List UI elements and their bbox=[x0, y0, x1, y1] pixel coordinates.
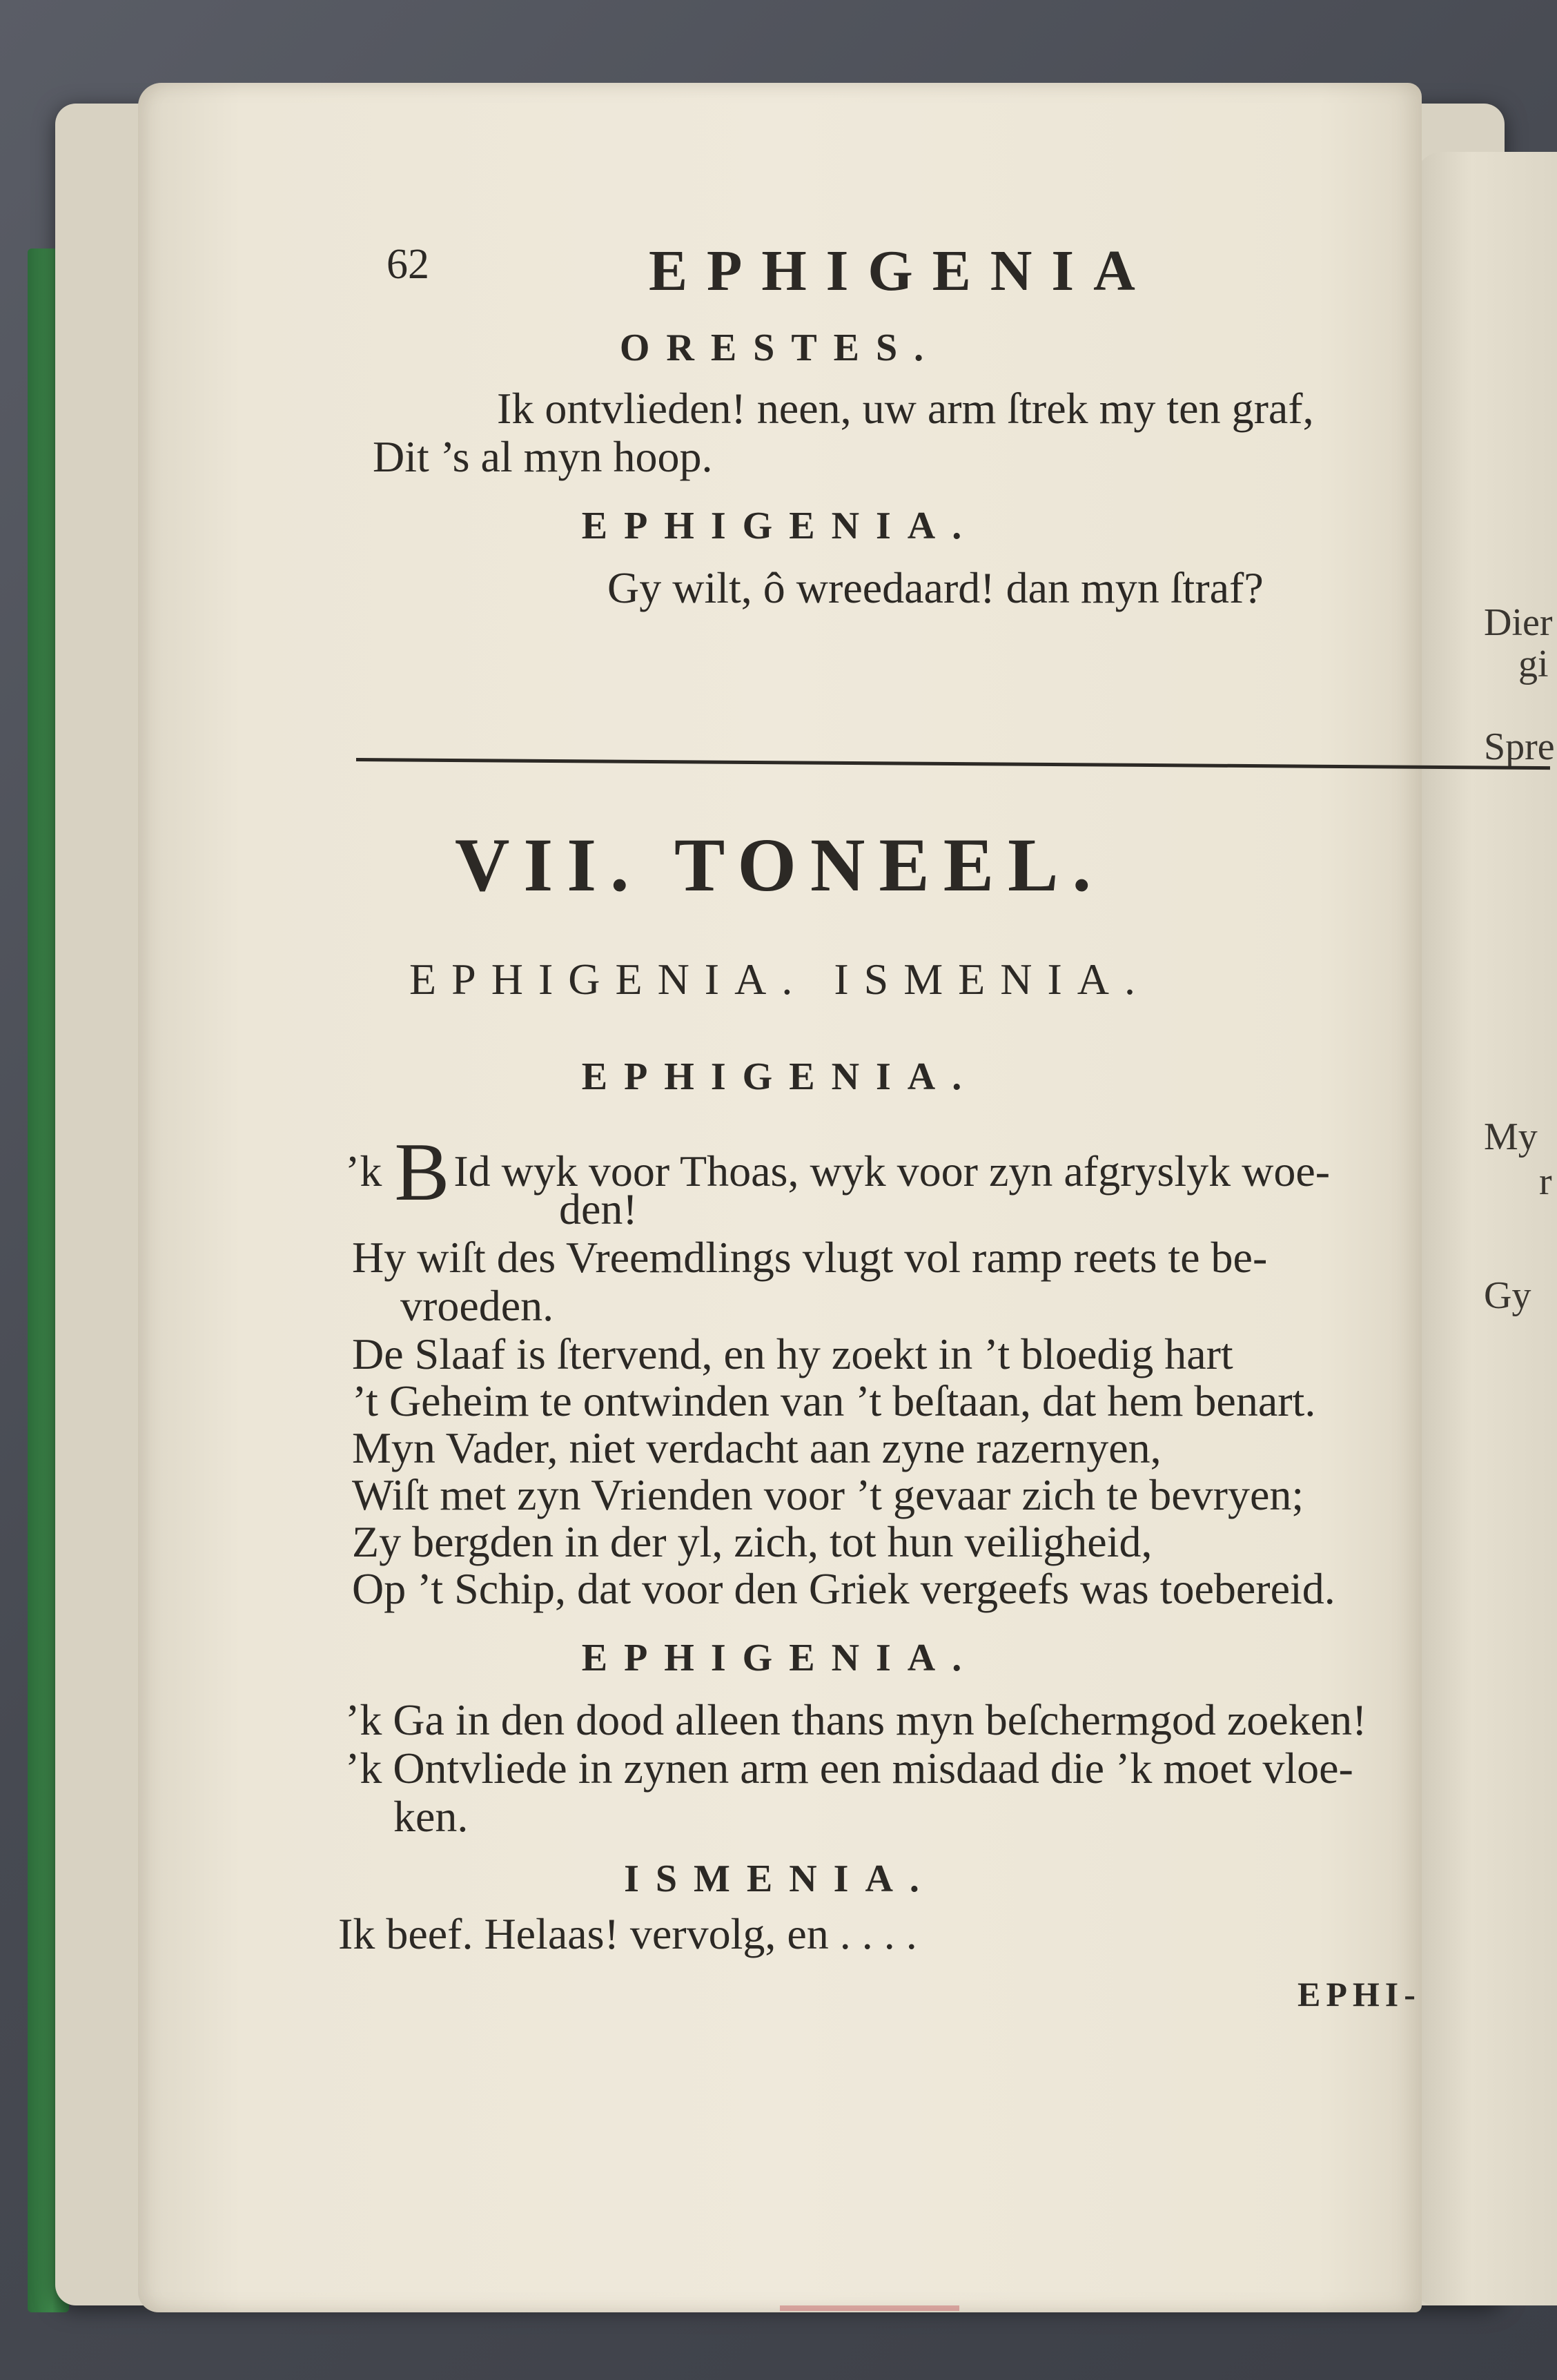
speaker-name: EPHIGENIA. bbox=[581, 505, 979, 547]
facing-fragment: Spre bbox=[1484, 725, 1555, 768]
catchword: EPHI- bbox=[1298, 1975, 1421, 2013]
verse-line: Hy wiſt des Vreemdlings vlugt vol ramp reets te be- bbox=[352, 1233, 1268, 1282]
verse-line: Myn Vader, niet verdacht aan zyne razernyen, bbox=[352, 1423, 1162, 1472]
drop-capital: B bbox=[394, 1126, 450, 1218]
speaker-name: EPHIGENIA. bbox=[581, 1055, 979, 1098]
ribbon-mark bbox=[780, 2305, 959, 2311]
facing-fragment: My bbox=[1484, 1115, 1538, 1158]
verse-line: ken. bbox=[393, 1792, 469, 1841]
verse-line: Ik ontvlieden! neen, uw arm ſtrek my ten graf, bbox=[497, 384, 1314, 433]
facing-fragment: r bbox=[1539, 1160, 1552, 1203]
book-page bbox=[138, 83, 1422, 2312]
speaker-name: ISMENIA. bbox=[624, 1857, 936, 1900]
verse-line: Ik beef. Helaas! vervolg, en . . . . bbox=[338, 1909, 917, 1958]
verse-line: ’k Ga in den dood alleen thans myn beſchermgod zoeken! bbox=[345, 1695, 1367, 1744]
scene-title: VII. TONEEL. bbox=[454, 823, 1106, 907]
speaker-name: EPHIGENIA. bbox=[581, 1637, 979, 1679]
verse-line: den! bbox=[559, 1184, 638, 1233]
verse-line: vroeden. bbox=[400, 1281, 554, 1330]
verse-line-rest: Id wyk voor Thoas, wyk voor zyn afgryslyk woe- bbox=[453, 1147, 1331, 1196]
verse-line: Op ’t Schip, dat voor den Griek vergeefs was toebereid. bbox=[352, 1564, 1335, 1613]
verse-line: ’k Ontvliede in zynen arm een misdaad die ’k moet vloe- bbox=[345, 1744, 1353, 1793]
speaker-name: ORESTES. bbox=[619, 326, 941, 369]
verse-line: De Slaaf is ſtervend, en hy zoekt in ’t bloedig hart bbox=[352, 1329, 1233, 1378]
facing-fragment: Gy bbox=[1484, 1274, 1531, 1317]
dropcap-prefix: ’k bbox=[345, 1147, 382, 1196]
scene-divider-rule bbox=[356, 758, 1550, 770]
facing-fragment: Dier bbox=[1484, 601, 1553, 644]
verse-line: Wiſt met zyn Vrienden voor ’t gevaar zich te bevryen; bbox=[352, 1470, 1304, 1519]
verse-line: ’t Geheim te ontwinden van ’t beſtaan, dat hem benart. bbox=[352, 1376, 1316, 1425]
page-number: 62 bbox=[386, 241, 429, 288]
facing-page bbox=[1415, 152, 1557, 2305]
verse-line: Gy wilt, ô wreedaard! dan myn ſtraf? bbox=[607, 563, 1264, 612]
verse-line: Zy bergden in der yl, zich, tot hun veiligheid, bbox=[352, 1517, 1153, 1566]
scene-cast: EPHIGENIA. ISMENIA. bbox=[409, 955, 1150, 1004]
verse-line: Dit ’s al myn hoop. bbox=[373, 432, 713, 481]
facing-fragment: gi bbox=[1518, 643, 1549, 685]
running-title: EPHIGENIA bbox=[649, 239, 1155, 303]
